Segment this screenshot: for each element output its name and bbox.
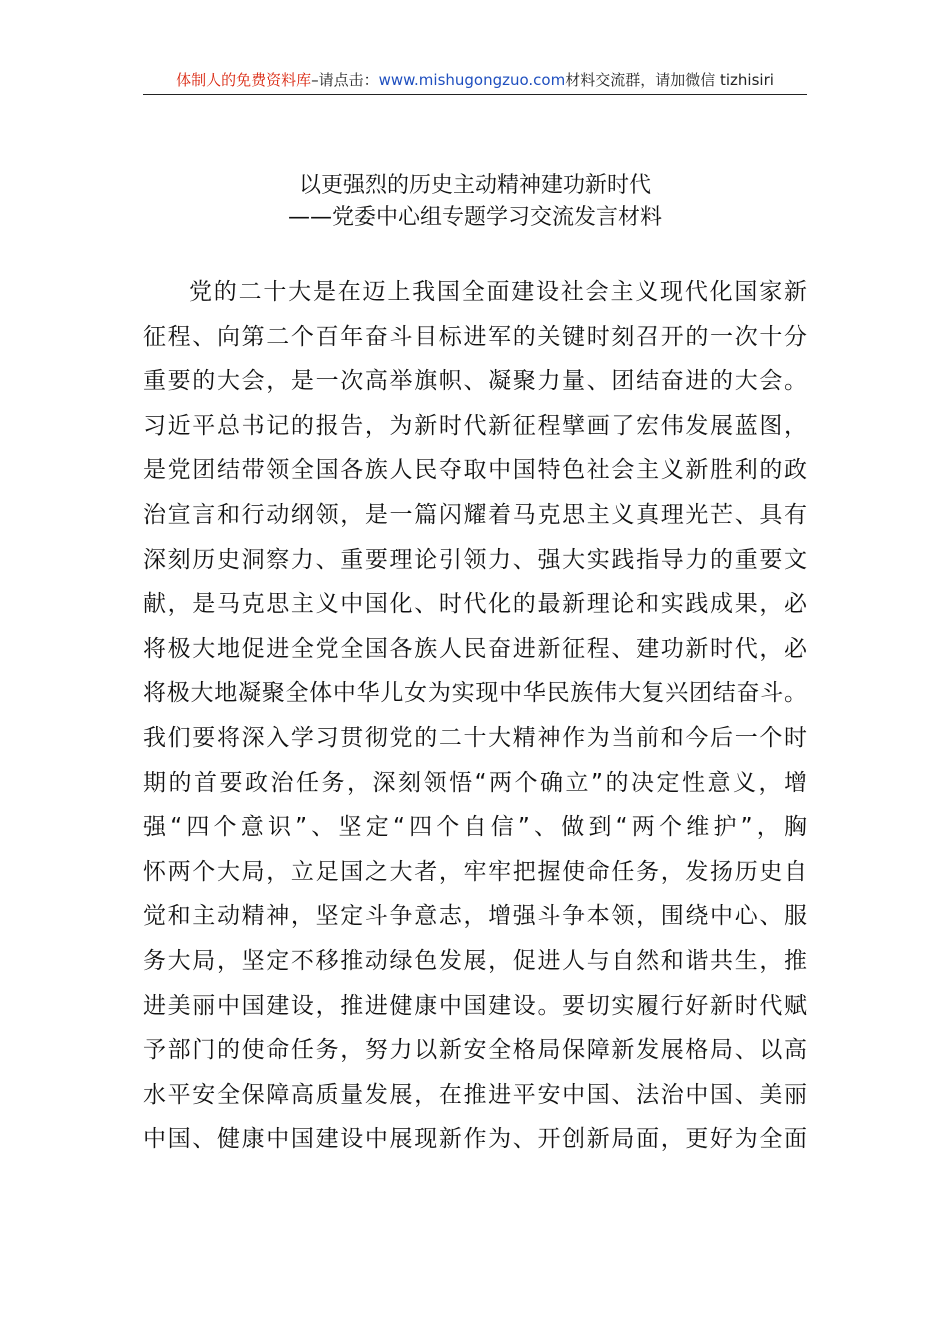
body-line: 怀两个大局，立足国之大者，牢牢把握使命任务，发扬历史自 (143, 858, 807, 885)
body-line: 重要的大会，是一次高举旗帜、凝聚力量、团结奋进的大会。 (143, 368, 807, 395)
body-line: 党的二十大是在迈上我国全面建设社会主义现代化国家新 (189, 279, 807, 305)
body-line: 习近平总书记的报告，为新时代新征程擘画了宏伟发展蓝图， (143, 412, 807, 439)
page-title: 以更强烈的历史主动精神建功新时代 (298, 173, 651, 198)
body-line: 予部门的使命任务，努力以新安全格局保障新发展格局、以高 (143, 1037, 807, 1064)
body-line: 期的首要政治任务，深刻领悟“两个确立”的决定性意义，增 (143, 769, 807, 796)
body-line: 强“四个意识”、坚定“四个自信”、做到“两个维护”，胸 (143, 814, 807, 841)
body-line: 献，是马克思主义中国化、时代化的最新理论和实践成果，必 (143, 591, 807, 618)
title-block (143, 170, 807, 234)
page-header (143, 70, 807, 95)
body-line: 将极大地促进全党全国各族人民奋进新征程、建功新时代，必 (143, 635, 807, 662)
body-line: 水平安全保障高质量发展，在推进平安中国、法治中国、美丽 (143, 1081, 807, 1108)
body-line: 征程、向第二个百年奋斗目标进军的关键时刻召开的一次十分 (143, 323, 807, 350)
header-brand: 体制人的免费资料库 (176, 71, 312, 89)
body-text (143, 270, 807, 1162)
body-line: 是党团结带领全国各族人民夺取中国特色社会主义新胜利的政 (143, 457, 807, 484)
body-line: 深刻历史洞察力、重要理论引领力、强大实践指导力的重要文 (143, 546, 807, 573)
body-line: 中国、健康中国建设中展现新作为、开创新局面，更好为全面 (143, 1126, 807, 1153)
body-line: 我们要将深入学习贯彻党的二十大精神作为当前和今后一个时 (143, 724, 807, 751)
header-tail: 材料交流群，请加微信 tizhisiri (565, 71, 774, 89)
body-line: 将极大地凝聚全体中华儿女为实现中华民族伟大复兴团结奋斗。 (143, 680, 807, 707)
page-subtitle: ——党委中心组专题学习交流发言材料 (287, 205, 662, 230)
body-line: 务大局，坚定不移推动绿色发展，促进人与自然和谐共生，推 (143, 947, 807, 974)
body-line: 治宣言和行动纲领，是一篇闪耀着马克思主义真理光芒、具有 (143, 501, 807, 528)
body-line: 进美丽中国建设，推进健康中国建设。要切实履行好新时代赋 (143, 992, 807, 1019)
header-separator: –请点击： (311, 71, 379, 89)
header-url-link[interactable]: www.mishugongzuo.com (378, 71, 566, 89)
body-line: 觉和主动精神，坚定斗争意志，增强斗争本领，围绕中心、服 (143, 903, 807, 930)
